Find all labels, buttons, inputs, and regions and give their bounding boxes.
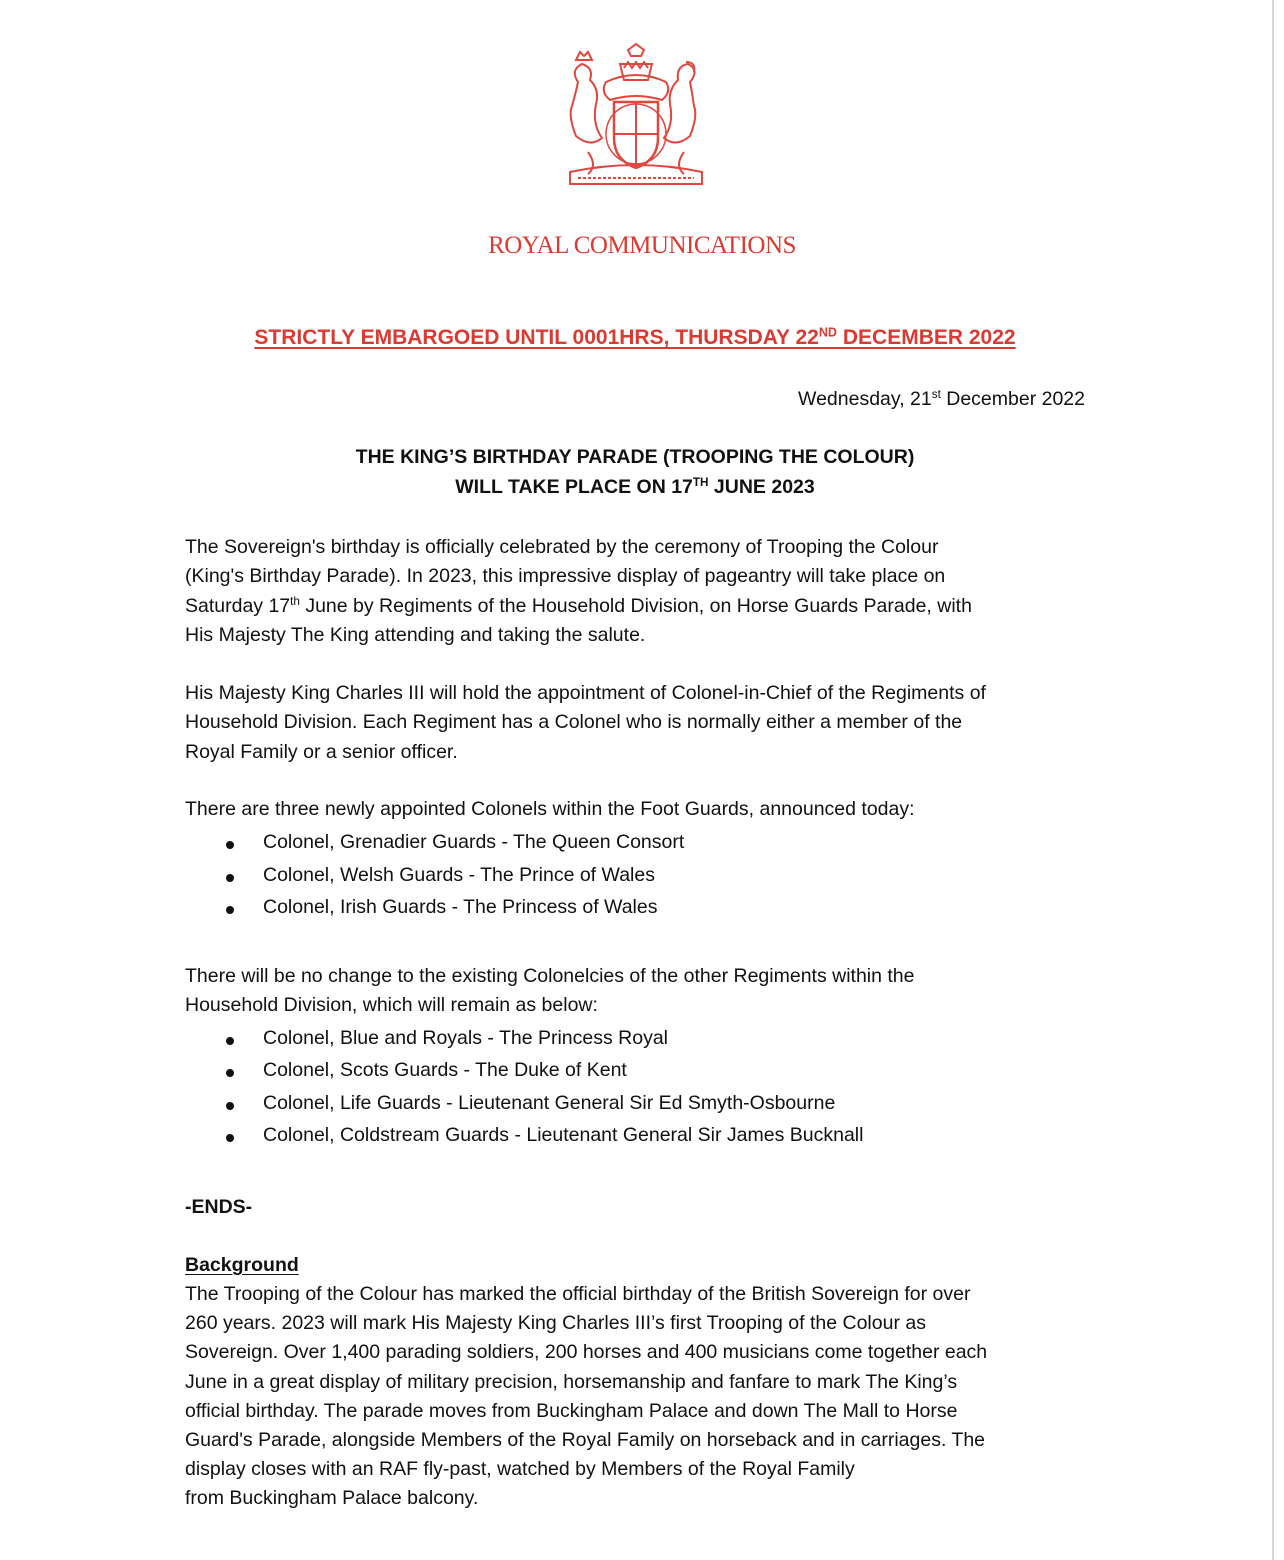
text-segment: Background [185,1254,299,1276]
text-segment: Sovereign. Over 1,400 parading soldiers, 200 horses and 400 musicians come together each [185,1341,988,1364]
text-segment: THE KING’S BIRTHDAY PARADE (TROOPING THE COLOUR) [355,446,915,468]
embargo-notice [0,326,1270,350]
paragraph-1-line [185,565,945,588]
text-segment: from Buckingham Palace balcony. [185,1487,479,1510]
new-colonel-list-item: Colonel, Irish Guards - The Princess of Wales [263,896,658,918]
letterhead-title: ROYAL COMMUNICATIONS [488,232,796,259]
paragraph-2-line [185,711,962,734]
text-segment: 260 years. 2023 will mark His Majesty King Charles III’s first Trooping of the Colour as [185,1312,926,1335]
text-segment: There will be no change to the existing Colonelcies of the other Regiments within the [185,965,915,987]
text-segment: Household Division, which will remain as below: [185,994,598,1017]
bullet-icon [226,1102,234,1110]
ends-marker [185,1196,252,1219]
text-segment: WILL TAKE PLACE ON 17 [455,476,693,498]
paragraph-2-line [185,682,986,705]
paragraph-2-line [185,741,458,764]
text-segment: December 2022 [940,388,1085,410]
new-colonel-list-item: Colonel, Welsh Guards - The Prince of Wales [263,863,655,886]
new-colonel-list-item: Colonel, Grenadier Guards - The Queen Consort [263,831,685,853]
text-segment: His Majesty King Charles III will hold the appointment of Colonel-in-Chief of the Regiments of [185,682,986,704]
text-segment: Guard's Parade, alongside Members of the Royal Family on horseback and in carriages. The [185,1429,986,1451]
royal-coat-of-arms-logo [558,42,714,190]
document-title-line-2 [0,476,1270,499]
bullet-icon [226,906,234,914]
text-segment: STRICTLY EMBARGOED UNTIL 0001HRS, THURSDAY 22 [254,326,819,349]
text-segment: The Trooping of the Colour has marked the official birthday of the British Sovereign for over [185,1283,971,1305]
existing-colonel-list-item: Colonel, Scots Guards - The Duke of Kent [263,1059,627,1082]
text-segment: JUNE 2023 [708,476,815,498]
bullet-icon [226,1037,234,1045]
text-segment: Wednesday, 21 [798,388,932,410]
text-segment: -ENDS- [185,1196,253,1218]
document-title-line-1 [0,446,1270,469]
text-segment: Saturday 17 [185,594,291,617]
superscript: st [931,387,941,401]
background-line [185,1400,957,1423]
background-line [185,1487,478,1510]
superscript: ND [818,325,838,340]
existing-colonel-list-item: Colonel, Coldstream Guards - Lieutenant General Sir James Bucknall [263,1123,864,1146]
background-line [185,1341,987,1364]
background-line [185,1283,970,1306]
paragraph-3-line [185,798,915,821]
existing-colonel-list-item: Colonel, Blue and Royals - The Princess Royal [263,1027,669,1049]
bullet-icon [226,1069,234,1077]
text-segment: His Majesty The King attending and taking the salute. [185,623,646,646]
text-segment: There are three newly appointed Colonels within the Foot Guards, announced today: [185,798,915,820]
superscript: th [290,594,300,608]
bullet-icon [226,1134,234,1142]
text-segment: Household Division. Each Regiment has a Colonel who is normally either a member of the [185,711,963,734]
text-segment: June in a great display of military precision, horsemanship and fanfare to mark The King’s [185,1370,958,1393]
superscript: TH [692,475,709,489]
paragraph-4-line [185,965,915,988]
bullet-icon [226,841,234,849]
background-line [185,1429,985,1452]
text-segment: Royal Family or a senior officer. [185,740,458,763]
text-segment: The Sovereign's birthday is officially celebrated by the ceremony of Trooping the Colour [185,536,939,558]
paragraph-1-line [185,595,972,618]
paragraph-4-line [185,994,598,1017]
paragraph-1-line [185,536,938,559]
text-segment: display closes with an RAF fly-past, watched by Members of the Royal Family [185,1458,855,1481]
background-line [185,1312,926,1335]
text-segment: June by Regiments of the Household Division, on Horse Guards Parade, with [299,594,972,617]
paragraph-1-line [185,624,645,647]
text-segment: (King's Birthday Parade). In 2023, this impressive display of pageantry will take place on [185,565,946,588]
background-heading [185,1254,299,1277]
document-date [798,388,1085,411]
text-segment: official birthday. The parade moves from Buckingham Palace and down The Mall to Horse [185,1399,958,1422]
background-line [185,1458,855,1481]
existing-colonel-list-item: Colonel, Life Guards - Lieutenant General Sir Ed Smyth-Osbourne [263,1091,836,1114]
bullet-icon [226,874,234,882]
background-line [185,1371,957,1394]
text-segment: DECEMBER 2022 [837,326,1016,349]
